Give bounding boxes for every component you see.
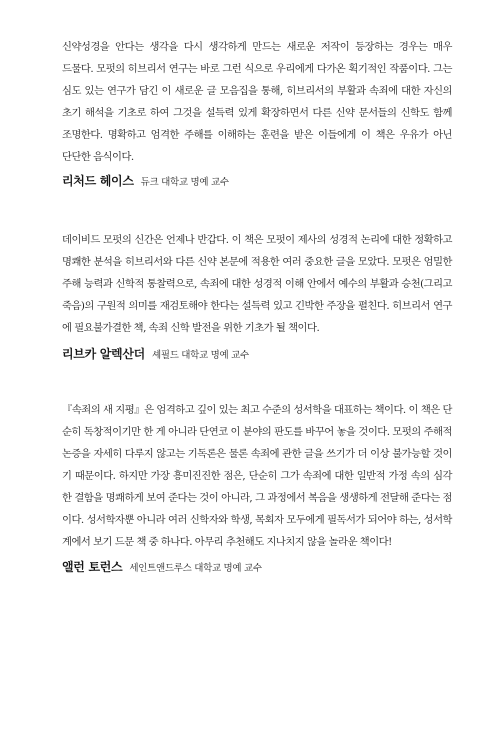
endorser-title: 셰필드 대학교 명예 교수 bbox=[151, 350, 249, 361]
endorsement bbox=[62, 36, 452, 190]
endorser-title: 세인트앤드루스 대학교 명예 교수 bbox=[129, 563, 262, 574]
endorsement-signature bbox=[62, 556, 452, 576]
endorser-name: 앨런 토런스 bbox=[62, 560, 123, 574]
endorsement-text: 『속죄의 새 지평』은 엄격하고 깊이 있는 최고 수준의 성서학을 대표하는 책이다. 이 책은 단순히 독창적이기만 한 게 아니라 단연코 이 분야의 판도를 바꾸어 놓을 것이다. 모펏의 주해적 논증을 자세히 다루지 않고는 기독론은 물론 속죄에 관한 글을 쓰기가 더 이상 불가능할 것이기 때문이다. 하지만 가장 흥미진진한 점은, 단순히 그가 속죄에 대한 일반적 가정 속의 심각한 결함을 명쾌하게 보여 준다는 것이 아니라, 그 과정에서 복음을 생생하게 전달해 준다는 점이다. 성서학자뿐 아니라 여러 신학자와 학생, 목회자 모두에게 필독서가 되어야 하는, 성서학계에서 보기 드문 책 중 하나다. 아무리 추천해도 지나치지 않을 놀라운 책이다! bbox=[62, 404, 452, 548]
endorser-title: 듀크 대학교 명예 교수 bbox=[140, 177, 229, 188]
endorser-name: 리처드 헤이스 bbox=[62, 174, 134, 188]
endorsement-text: 데이비드 모펏의 신간은 언제나 반갑다. 이 책은 모펏이 제사의 성경적 논리에 대한 정확하고 명쾌한 분석을 히브리서와 다른 신약 본문에 적용한 여러 중요한 글을 모았다. 모펏은 엄밀한 주해 능력과 신학적 통찰력으로, 속죄에 대한 성경적 이해 안에서 예수의 부활과 승천(그리고 죽음)의 구원적 의미를 재검토해야 한다는 설득력 있고 긴박한 주장을 펼친다. 히브리서 연구에 필요불가결한 책, 속죄 신학 발전을 위한 기초가 될 책이다. bbox=[62, 234, 452, 334]
endorsement-signature bbox=[62, 170, 452, 190]
endorsements-page bbox=[62, 36, 452, 576]
endorsement bbox=[62, 229, 452, 363]
endorsement-signature bbox=[62, 343, 452, 363]
endorsement-text: 신약성경을 안다는 생각을 다시 생각하게 만드는 새로운 저작이 등장하는 경우는 매우 드물다. 모펏의 히브리서 연구는 바로 그런 식으로 우리에게 다가온 획기적인 작품이다. 그는 심도 있는 연구가 담긴 이 새로운 글 모음집을 통해, 히브리서의 부활과 속죄에 대한 자신의 초기 해석을 기초로 하여 그것을 설득력 있게 확장하면서 다른 신약 문서들의 신학도 함께 조명한다. 명확하고 엄격한 주해를 이해하는 훈련을 받은 이들에게 이 책은 우유가 아닌 단단한 음식이다. bbox=[62, 41, 452, 163]
endorser-name: 리브카 알렉산더 bbox=[62, 347, 145, 361]
endorsement bbox=[62, 399, 452, 576]
